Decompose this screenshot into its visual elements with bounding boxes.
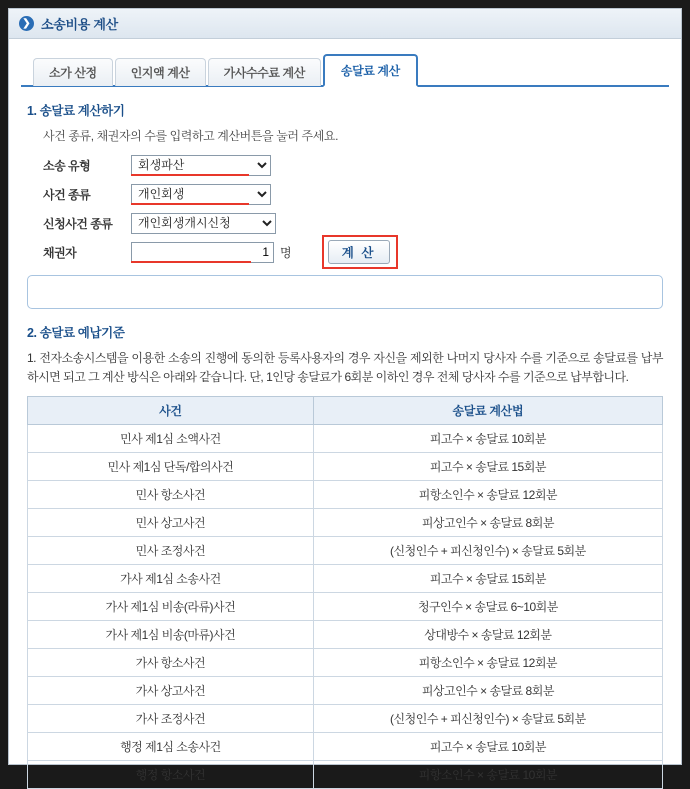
cell-case: 가사 제1심 소송사건 — [28, 565, 314, 593]
tab-songdallyo-gyesan[interactable]: 송달료 계산 — [323, 54, 418, 87]
table-row — [28, 425, 663, 453]
label-suit-type: 소송 유형 — [43, 158, 91, 173]
select-suit-type[interactable] — [131, 155, 271, 176]
cell-formula: (신청인수 + 피신청인수) × 송달료 5회분 — [313, 705, 662, 733]
calc-button-wrap — [328, 240, 390, 264]
tabs-container — [9, 39, 681, 87]
tab-sogas-anjeong[interactable]: 소가 산정 — [33, 58, 113, 86]
cell-formula: 피고수 × 송달료 10회분 — [313, 425, 662, 453]
form-row-case-type — [43, 183, 663, 205]
calculation-form — [27, 154, 663, 263]
cell-formula: 피상고인수 × 송달료 8회분 — [313, 677, 662, 705]
cell-case: 민사 제1심 소액사건 — [28, 425, 314, 453]
calculate-button[interactable]: 계 산 — [328, 240, 390, 264]
section1-description: 사건 종류, 채권자의 수를 입력하고 계산버튼을 눌러 주세요. — [43, 129, 339, 143]
cell-case: 행정 제1심 소송사건 — [28, 733, 314, 761]
input-creditor-count[interactable] — [131, 242, 274, 263]
table-row — [28, 453, 663, 481]
section-calculate — [9, 87, 681, 263]
cell-formula: 피상고인수 × 송달료 8회분 — [313, 509, 662, 537]
table-row — [28, 761, 663, 789]
fee-table-wrap — [9, 386, 681, 789]
cell-formula: 피항소인수 × 송달료 12회분 — [313, 481, 662, 509]
section-standards — [9, 309, 681, 341]
highlight-underline-suit-type — [131, 174, 249, 176]
dialog-window — [8, 8, 682, 783]
table-row — [28, 537, 663, 565]
cell-case: 가사 제1심 비송(라류)사건 — [28, 593, 314, 621]
highlight-underline-creditor-count — [131, 261, 251, 263]
highlight-underline-case-type — [131, 203, 249, 205]
form-row-creditor-count — [43, 241, 663, 263]
section2-title: 송달료 예납기준 — [39, 326, 125, 340]
unit-creditor-count: 명 — [280, 245, 292, 260]
cell-case: 가사 상고사건 — [28, 677, 314, 705]
form-row-application-type — [43, 212, 663, 234]
section1-heading — [27, 101, 663, 119]
section1-number: 1. — [27, 104, 37, 118]
cell-case: 민사 제1심 단독/합의사건 — [28, 453, 314, 481]
cell-formula: 청구인수 × 송달료 6~10회분 — [313, 593, 662, 621]
table-row — [28, 649, 663, 677]
cell-case: 민사 항소사건 — [28, 481, 314, 509]
cell-case: 가사 조정사건 — [28, 705, 314, 733]
cell-formula: 피항소인수 × 송달료 12회분 — [313, 649, 662, 677]
column-header-case: 사건 — [28, 397, 314, 425]
chevron-right-circle-icon: ❯ — [19, 16, 34, 31]
window-titlebar — [9, 9, 681, 39]
page-title: 소송비용 계산 — [41, 17, 118, 32]
form-row-suit-type — [43, 154, 663, 176]
tab-injiaek-gyesan[interactable]: 인지액 계산 — [115, 58, 206, 86]
tab-gasa-susuryo-gyesan[interactable]: 가사수수료 계산 — [208, 58, 321, 86]
table-row — [28, 509, 663, 537]
table-row — [28, 481, 663, 509]
table-header-row — [28, 397, 663, 425]
table-row — [28, 621, 663, 649]
table-row — [28, 565, 663, 593]
select-application-type[interactable] — [131, 213, 276, 234]
cell-case: 민사 조정사건 — [28, 537, 314, 565]
table-row — [28, 593, 663, 621]
tab-bar — [21, 57, 669, 87]
table-row — [28, 705, 663, 733]
label-creditor-count: 채권자 — [43, 245, 77, 260]
column-header-formula: 송달료 계산법 — [313, 397, 662, 425]
label-application-type: 신청사건 종류 — [43, 216, 113, 231]
cell-formula: 상대방수 × 송달료 12회분 — [313, 621, 662, 649]
cell-case: 가사 항소사건 — [28, 649, 314, 677]
section2-notice: 1. 전자소송시스템을 이용한 소송의 진행에 동의한 등록사용자의 경우 자신을 제외한 나머지 당사자 수를 기준으로 송달료를 납부하시면 되고 그 계산 방식은 아래와 같습니다. 단, 1인당 송달료가 6회분 이하인 경우 전체 당사자 수를 기준으로 납부합니다. — [27, 351, 663, 384]
section2-heading — [27, 323, 663, 341]
section2-number: 2. — [27, 326, 37, 340]
cell-case: 가사 제1심 비송(마류)사건 — [28, 621, 314, 649]
cell-formula: 피고수 × 송달료 10회분 — [313, 733, 662, 761]
cell-formula: 피항소인수 × 송달료 10회분 — [313, 761, 662, 789]
cell-case: 민사 상고사건 — [28, 509, 314, 537]
result-output-box — [27, 275, 663, 309]
label-case-type: 사건 종류 — [43, 187, 91, 202]
select-case-type[interactable] — [131, 184, 271, 205]
cell-formula: (신청인수 + 피신청인수) × 송달료 5회분 — [313, 537, 662, 565]
cell-formula: 피고수 × 송달료 15회분 — [313, 453, 662, 481]
fee-table — [27, 396, 663, 789]
table-row — [28, 733, 663, 761]
table-row — [28, 677, 663, 705]
cell-case: 행정 항소사건 — [28, 761, 314, 789]
section1-title: 송달료 계산하기 — [39, 104, 125, 118]
cell-formula: 피고수 × 송달료 15회분 — [313, 565, 662, 593]
